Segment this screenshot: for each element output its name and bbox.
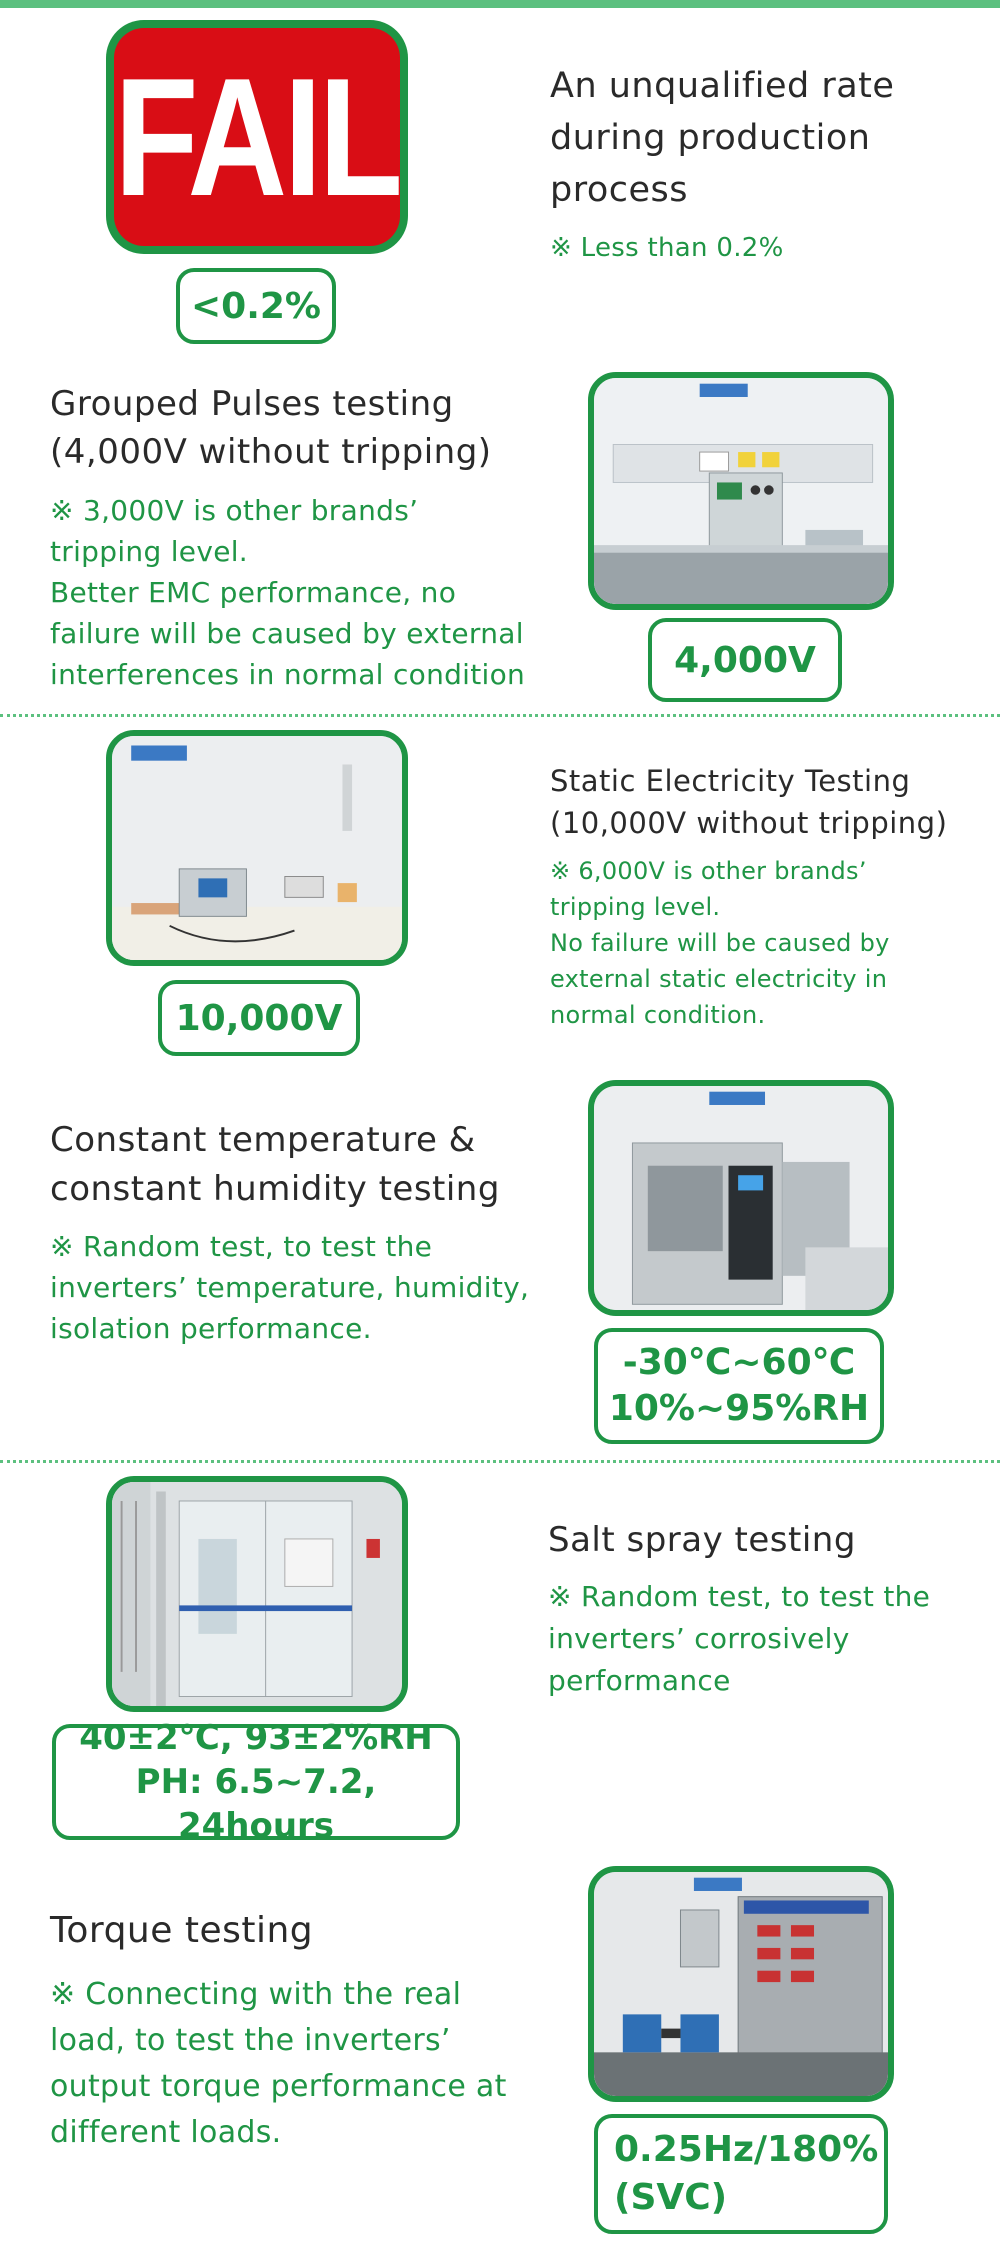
grouped-pulses-title: Grouped Pulses testing (4,000V without tripping) bbox=[50, 384, 492, 472]
static-electricity-title: Static Electricity Testing (10,000V without tripping) bbox=[550, 764, 948, 840]
torque-note: ※ Connecting with the real load, to test the inverters’ output torque performance at different loads. bbox=[50, 1977, 507, 2150]
salt-spray-note: ※ Random test, to test the inverters’ corrosively performance bbox=[548, 1580, 931, 1697]
torque-photo bbox=[588, 1866, 894, 2102]
static-electricity-note: ※ 6,000V is other brands’ tripping level. No failure will be caused by external static electricity in normal condition. bbox=[550, 857, 890, 1029]
static-electricity-photo bbox=[106, 730, 408, 966]
top-accent-bar bbox=[0, 0, 1000, 8]
badge-salt-spray: 40±2℃, 93±2%RH PH: 6.5~7.2, 24hours bbox=[52, 1724, 460, 1840]
constant-temp-title: Constant temperature & constant humidity testing bbox=[50, 1120, 500, 1209]
fail-logo-text: FAIL bbox=[114, 43, 400, 231]
unqualified-title: An unqualified rate during production process bbox=[550, 66, 895, 210]
constant-temp-photo bbox=[588, 1080, 894, 1316]
grouped-pulses-note: ※ 3,000V is other brands’ tripping level. Better EMC performance, no failure will be caused by external interferences in normal condition bbox=[50, 494, 526, 691]
grouped-pulses-photo bbox=[588, 372, 894, 610]
badge-grouped-pulses: 4,000V bbox=[648, 618, 842, 702]
badge-constant-temp: -30℃~60℃ 10%~95%RH bbox=[594, 1328, 884, 1444]
badge-unqualified-rate: <0.2% bbox=[176, 268, 336, 344]
unqualified-note: ※ Less than 0.2% bbox=[550, 233, 784, 263]
section-divider bbox=[0, 714, 1000, 717]
climate-chamber-illustration bbox=[594, 1086, 888, 1310]
badge-static-electricity: 10,000V bbox=[158, 980, 360, 1056]
salt-spray-photo bbox=[106, 1476, 408, 1712]
salt-spray-room-illustration bbox=[112, 1482, 402, 1706]
lab-bench-illustration bbox=[594, 378, 888, 604]
badge-torque: 0.25Hz/180% (SVC) bbox=[594, 2114, 888, 2234]
test-cabinet-illustration bbox=[594, 1872, 888, 2096]
static-lab-illustration bbox=[112, 736, 402, 960]
fail-logo bbox=[106, 20, 408, 254]
section-divider bbox=[0, 1460, 1000, 1463]
salt-spray-title: Salt spray testing bbox=[548, 1520, 856, 1560]
torque-title: Torque testing bbox=[50, 1910, 314, 1951]
constant-temp-note: ※ Random test, to test the inverters’ temperature, humidity, isolation performance. bbox=[50, 1230, 530, 1345]
